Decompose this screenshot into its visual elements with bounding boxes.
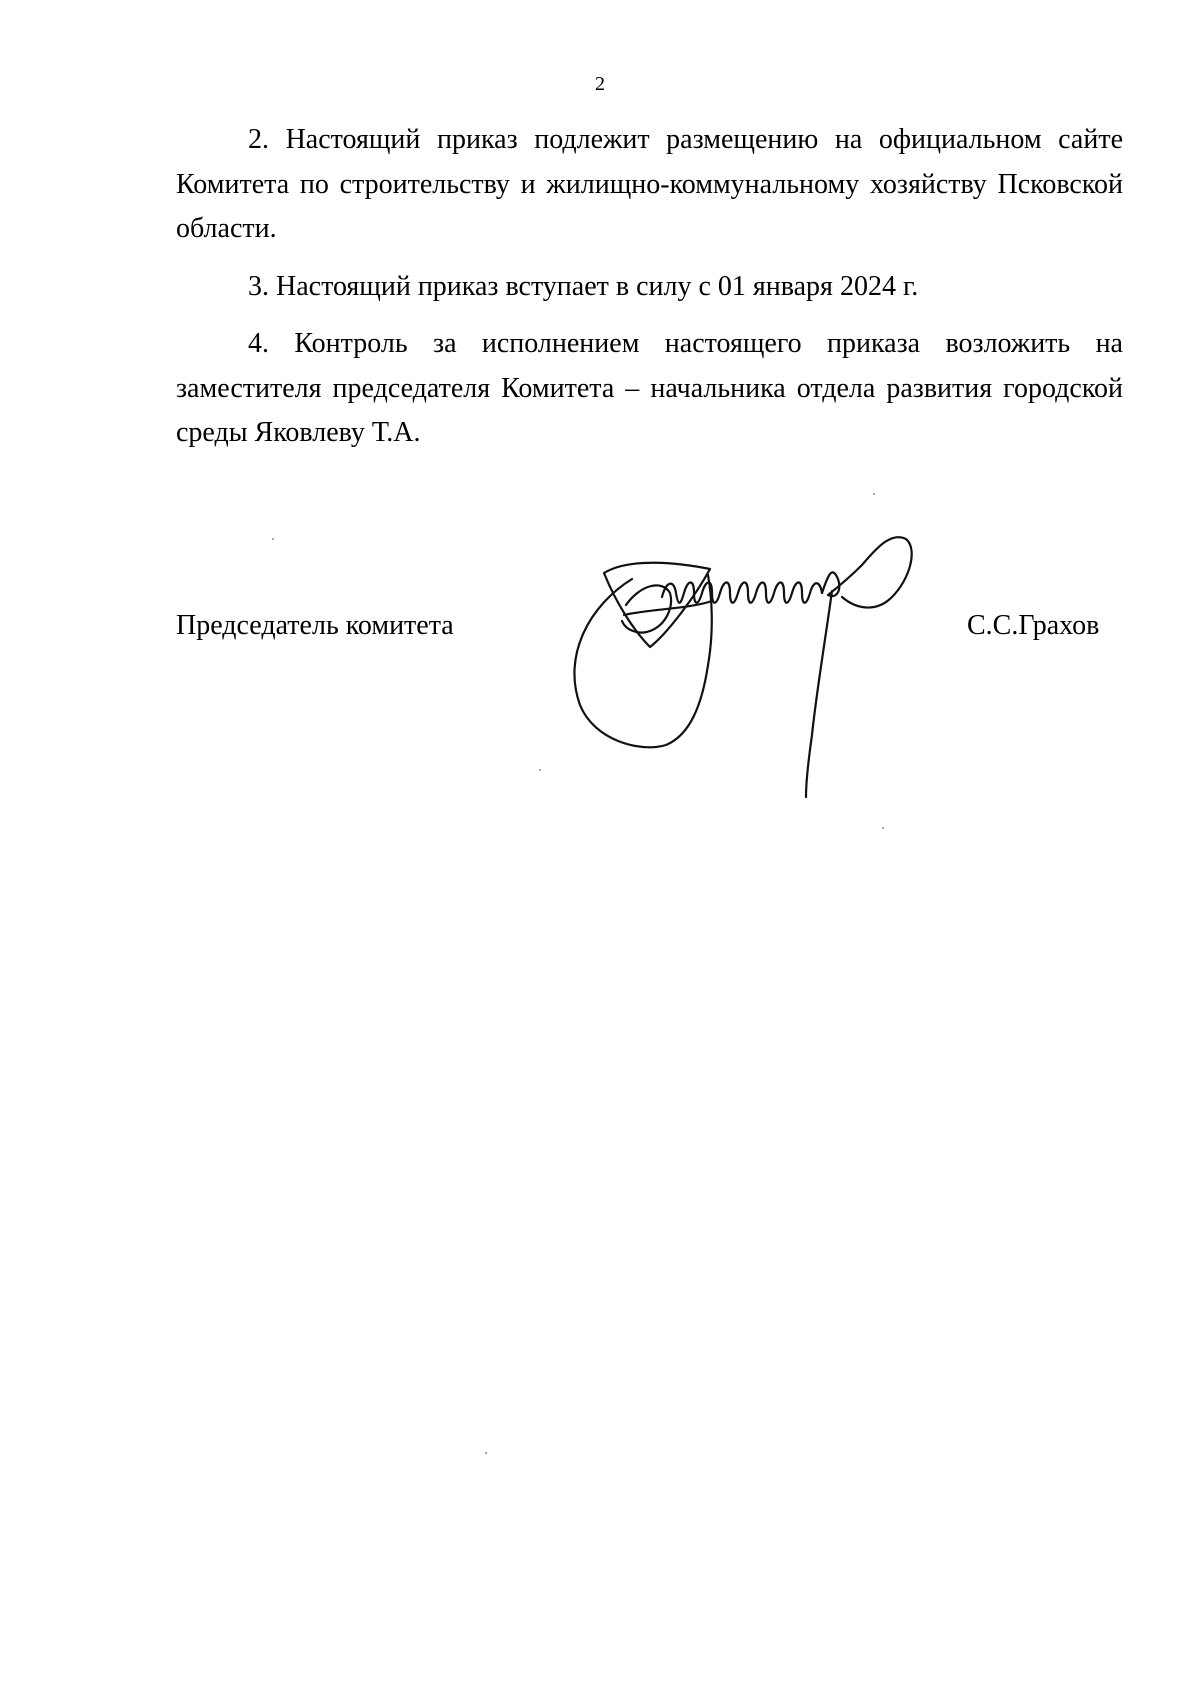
handwritten-signature [570, 535, 950, 805]
signatory-position: Председатель комитета [176, 610, 454, 641]
paragraph-control: 4. Контроль за исполнением настоящего приказа возложить на заместителя председателя Комитета – начальника отдела развития городской среды Яковлеву Т.А. [176, 328, 1123, 448]
scan-speck [272, 538, 274, 540]
signature-cursive-stroke [662, 583, 822, 603]
signature-initial-stroke [622, 585, 712, 632]
signature-final-stroke [822, 537, 912, 607]
paragraph-effective-date: 3. Настоящий приказ вступает в силу с 01 января 2024 г. [248, 270, 919, 302]
scan-speck [873, 493, 875, 495]
signatory-name: С.С.Грахов [967, 610, 1100, 641]
paragraph-publication: 2. Настоящий приказ подлежит размещению на официальном сайте Комитета по строительству и жилищно-коммунальному хозяйству Псковской области. [176, 124, 1123, 244]
signature-descender-stroke [806, 591, 832, 797]
scan-speck [485, 1452, 487, 1454]
scan-speck [539, 769, 541, 771]
document-body [176, 118, 1123, 456]
page-number: 2 [595, 73, 605, 95]
scan-speck [882, 827, 884, 829]
